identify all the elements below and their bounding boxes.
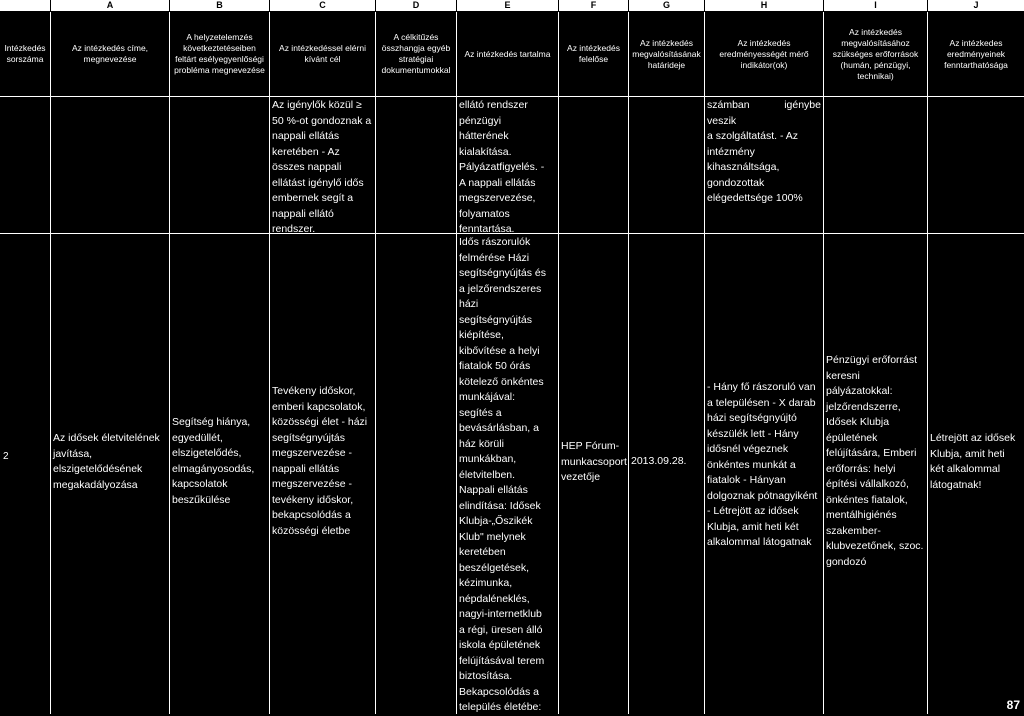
header-resources: Az intézkedés megvalósításához szükséges erőforrások (humán, pénzügyi, technikai): [832, 26, 919, 81]
header-sustainability: Az intézkedes eredményeinek fenntarthatósága: [944, 37, 1008, 70]
row2-problem: Segítség hiánya, egyedüllét, elszigetelődés, elmagányosodás, kapcsolatok beszűkülése: [172, 416, 255, 506]
column-letter-c: C: [270, 0, 375, 11]
column-letter-blank: [0, 0, 50, 11]
grid-line: [169, 12, 170, 714]
grid-line: [628, 12, 629, 714]
page-number: 87: [1006, 698, 1020, 712]
header-sorszam: Intézkedés sorszáma: [4, 43, 46, 64]
row2-resources: Pénzügyi erőforrást keresni pályázatokkal: jelzőrendszerre, Idősek Klubja épületének felújítására, Emberi erőforrás: helyi építési vállalkozó, önkéntes fiatalok, mentálhigiénés szakember- klubvezetőnek, szoc. gondozó: [826, 354, 924, 568]
column-letter-b: B: [170, 0, 269, 11]
grid-line: [558, 12, 559, 714]
grid-line: [927, 12, 928, 714]
grid-line: [375, 12, 376, 714]
row1-goal: Az igénylők közül ≥ 50 %-ot gondoznak a nappali ellátás keretében - Az összes nappali ellátást igénylő idős embernek segít a nappali ellátó rendszer.: [272, 99, 372, 235]
header-deadline: Az intézkedés megvalósításának határideje: [632, 37, 701, 70]
row2-indicator: - Hány fő rászoruló van a településen - X darab házi segítségnyújtó készülék lett - Hány idősnél végeznek önkéntes munkát a fiatalok - Hányan dolgoznak pótnagyiként - Létrejött az idősek Klubja, amit heti két alkalommal látogatnak: [707, 381, 818, 548]
column-letter-h: H: [705, 0, 823, 11]
grid-line: [0, 96, 1024, 97]
header-content: Az intézkedés tartalma: [464, 48, 551, 59]
row2-sustainability: Létrejött az idősek Klubja, amit heti két alkalommal látogatnak!: [930, 432, 1016, 491]
header-strategy: A célkitűzés összhangja egyéb stratégiai dokumentumokkal: [381, 32, 451, 75]
header-goal: Az intézkedéssel elérni kívánt cél: [279, 43, 366, 64]
row2-content: Idős rászorulók felmérése Házi segítségnyújtás és a jelzőrendszeres házi segítségnyújtás kiépítése, kibővítése a helyi fiatalok 50 órás kötelező önkéntes munkájával: segítés a bevásárlásban, a ház körüli munkákban, életvitelben. Nappali ellátás elindítása: Idősek Klubja-„Őszikék Klub" melynek keretében beszélgetések, kézimunka, népdaléneklés, nagyi-internetklub a régi, üresen álló iskola épületének felújításával terem biztosítása. Bekapcsolódás a település életébe:: [459, 236, 546, 713]
column-letter-j: J: [928, 0, 1024, 11]
row2-deadline: 2013.09.28.: [631, 455, 687, 467]
header-responsible: Az intézkedés felelőse: [567, 43, 620, 64]
row1-content: ellátó rendszer pénzügyi hátterének kialakítása. Pályázatfigyelés. - A nappali ellátás megszervezése, folyamatos fenntartása.: [459, 99, 545, 235]
column-letter-e: E: [457, 0, 558, 11]
row2-number: 2: [3, 451, 9, 462]
row1-indicator: számban igénybe veszik a szolgáltatást. - Az intézmény kihasználtsága, gondozottak elégedettsége 100%: [707, 99, 821, 204]
column-letter-a: A: [51, 0, 169, 11]
column-letter-d: D: [376, 0, 456, 11]
column-letter-i: I: [824, 0, 927, 11]
row2-goal: Tevékeny időskor, emberi kapcsolatok, közösségi élet - házi segítségnyújtás megszervezése - nappali ellátás megszervezése - tevékeny időskor, bekapcsolódás a közösségi életbe: [272, 385, 368, 537]
header-indicator: Az intézkedés eredményességét mérő indikátor(ok): [719, 37, 809, 70]
grid-line: [50, 12, 51, 714]
header-problem: A helyzetelemzés következtetéseiben feltárt esélyegyenlőségi probléma megnevezése: [174, 32, 265, 75]
column-letter-f: F: [559, 0, 628, 11]
header-title: Az intézkedés címe, megnevezése: [71, 43, 149, 64]
column-letter-g: G: [629, 0, 704, 11]
row2-title: Az idősek életvitelének javítása, elszigetelődésének megakadályozása: [53, 432, 160, 491]
row2-responsible: HEP Fórum- munkacsoport vezetője: [561, 440, 627, 483]
